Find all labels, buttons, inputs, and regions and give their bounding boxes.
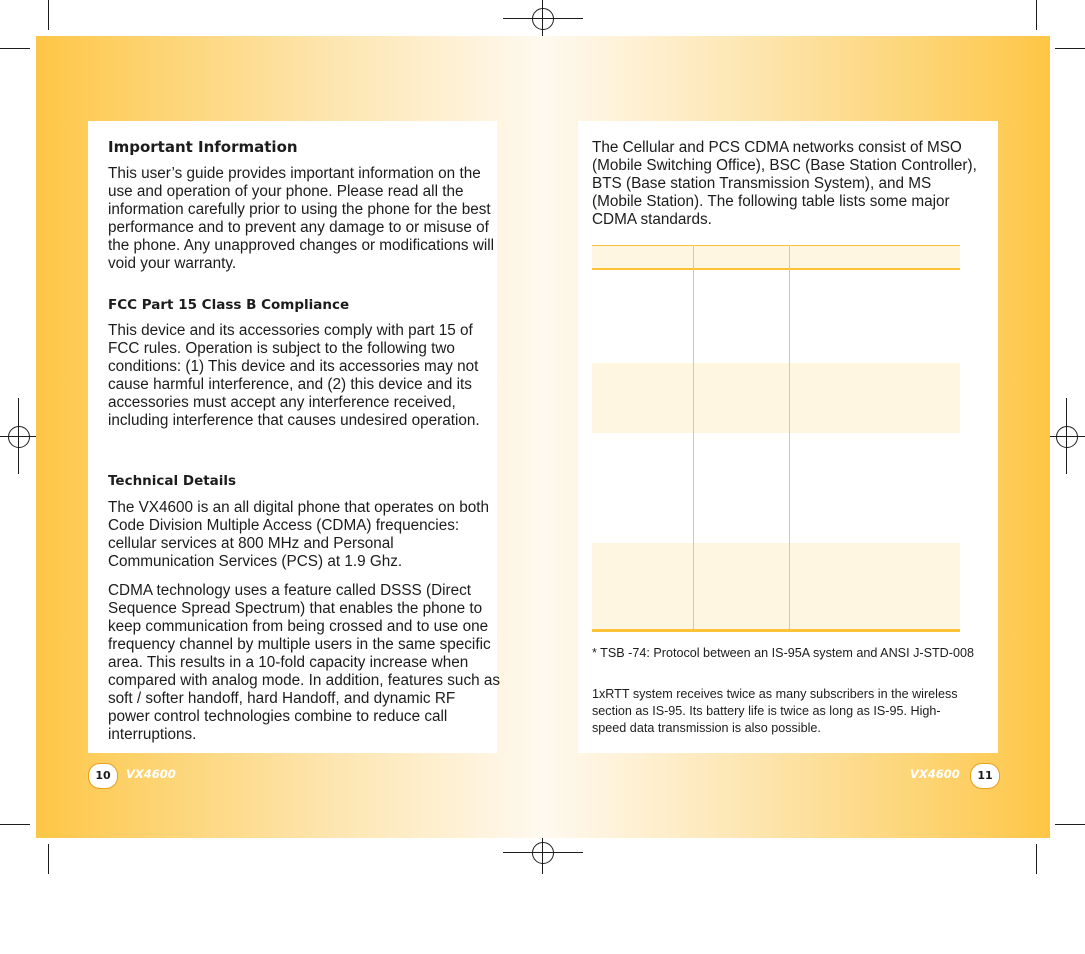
page-number-right: 11	[970, 763, 1000, 789]
crop-mark	[48, 0, 49, 30]
paragraph-cdma-networks: The Cellular and PCS CDMA networks consist of MSO (Mobile Switching Office), BSC (Base Station Controller), BTS (Base station Transmission System), and MS (Mobile Station). The following table lists some major CDMA standards.	[592, 139, 977, 228]
crop-mark	[1036, 0, 1037, 30]
table-row-band	[592, 543, 960, 629]
table-column-divider	[693, 245, 694, 629]
heading-technical-details: Technical Details	[108, 473, 237, 489]
paragraph-technical-details-1: The VX4600 is an all digital phone that operates on both Code Division Multiple Access (CDMA) frequencies: cellular services at 800 MHz and Personal Communication Services (PCS) at 1.9 Ghz.	[108, 499, 489, 570]
page-number-left: 10	[88, 763, 118, 789]
table-bottom-rule	[592, 629, 960, 632]
heading-important-information: Important Information	[108, 138, 298, 156]
registration-mark	[1056, 426, 1078, 448]
paragraph-fcc-compliance: This device and its accessories comply with part 15 of FCC rules. Operation is subject to the following two conditions: (1) This device and its accessories may not cause harmful interference, and (2) this device and its accessories must accept any interference received, including interference that causes undesired operation.	[108, 322, 480, 429]
registration-mark	[532, 8, 554, 30]
crop-mark	[0, 48, 30, 49]
registration-mark	[532, 842, 554, 864]
table-header-row	[592, 245, 960, 270]
crop-mark	[0, 824, 30, 825]
model-label-right: VX4600	[910, 767, 960, 781]
crop-mark	[1055, 824, 1085, 825]
heading-fcc-compliance: FCC Part 15 Class B Compliance	[108, 297, 350, 313]
model-label-left: VX4600	[126, 767, 176, 781]
note-1xrtt: 1xRTT system receives twice as many subscribers in the wireless section as IS-95. Its battery life is twice as long as IS-95. High-speed data transmission is also possible.	[592, 687, 958, 735]
registration-mark	[8, 426, 30, 448]
crop-mark	[1055, 48, 1085, 49]
crop-mark	[48, 844, 49, 874]
table-column-divider	[789, 245, 790, 629]
crop-mark	[1036, 844, 1037, 874]
table-footnote: * TSB -74: Protocol between an IS-95A system and ANSI J-STD-008	[592, 646, 974, 660]
paragraph-important-information: This user’s guide provides important information on the use and operation of your phone. Please read all the information carefully prior to using the phone for the best performance and to prevent any damage to or misuse of the phone. Any unapproved changes or modifications will void your warranty.	[108, 165, 495, 272]
table-row-band	[592, 363, 960, 433]
cdma-standards-table	[592, 245, 960, 632]
paragraph-technical-details-2: CDMA technology uses a feature called DSSS (Direct Sequence Spread Spectrum) that enables the phone to keep communication from being crossed and to use one frequency channel by multiple users in the same specific area. This results in a 10-fold capacity increase when compared with analog mode. In addition, features such as soft / softer handoff, hard Handoff, and dynamic RF power control technologies combine to reduce call interruptions.	[108, 582, 501, 743]
